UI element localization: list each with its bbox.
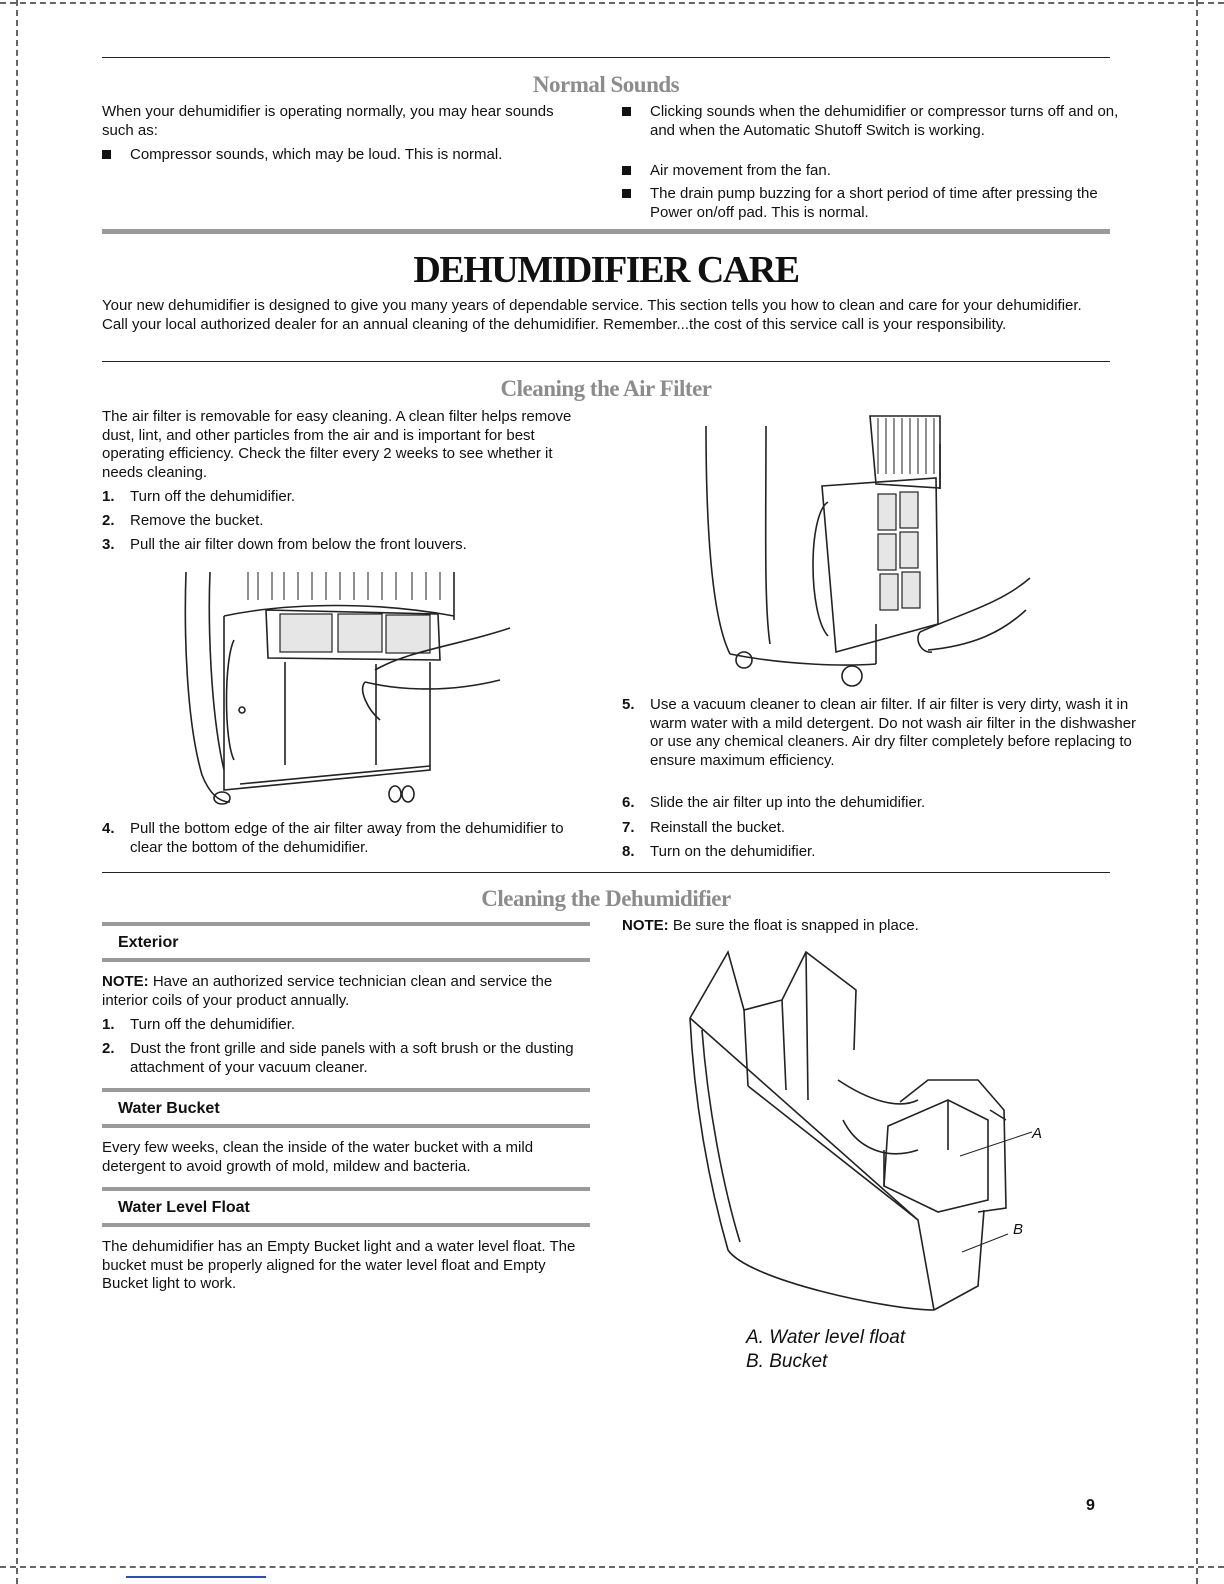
filter-removal-illustration <box>180 570 510 810</box>
exterior-note: NOTE: Have an authorized service technician clean and service the interior coils of your product annually. <box>102 973 553 1009</box>
water-bucket-text: Every few weeks, clean the inside of the water bucket with a mild detergent to avoid growth of mold, mildew and bacteria. <box>102 1139 534 1175</box>
bullet-item: Compressor sounds, which may be loud. This is normal. <box>102 146 580 165</box>
step-item: 8. Turn on the dehumidifier. <box>622 843 816 860</box>
cut-line-top <box>0 2 1224 4</box>
step-item: 6. Slide the air filter up into the dehumidifier. <box>622 794 926 811</box>
bucket-float-illustration <box>688 950 1048 1315</box>
cleaning-dehumidifier-title: Cleaning the Dehumidifier <box>481 886 731 911</box>
blue-underline <box>126 1576 266 1578</box>
cut-line-right <box>1196 0 1198 1584</box>
bullet-square <box>622 107 631 116</box>
cut-line-left <box>16 0 18 1584</box>
subhead-bar <box>102 1124 590 1128</box>
bullet-item: Air movement from the fan. <box>622 162 1130 181</box>
page-title: DEHUMIDIFIER CARE <box>413 249 799 291</box>
step-item: 2. Dust the front grille and side panels with a soft brush or the dusting attachment of your vacuum cleaner. <box>102 1040 574 1076</box>
water-bucket-heading: Water Bucket <box>118 1100 220 1117</box>
page-number: 9 <box>1086 1497 1095 1514</box>
exterior-heading: Exterior <box>118 934 179 951</box>
water-level-float-text: The dehumidifier has an Empty Bucket light and a water level float. The bucket must be properly aligned for the water level float and Empty Bucket light to work. <box>102 1238 576 1292</box>
step-item: 4. Pull the bottom edge of the air filter away from the dehumidifier to clear the bottom of the dehumidifier. <box>102 820 564 856</box>
step-item: 2. Remove the bucket. <box>102 512 264 529</box>
cut-line-bottom <box>0 1566 1224 1568</box>
air-filter-intro: The air filter is removable for easy cleaning. A clean filter helps remove dust, lint, and other particles from the air and is important for best operating efficiency. Check the filter every 2 weeks to see whether it needs cleaning. <box>102 408 572 481</box>
subhead-bar <box>102 958 590 962</box>
air-filter-title: Cleaning the Air Filter <box>500 376 712 401</box>
subhead-bar <box>102 1088 590 1092</box>
caption-b: B. Bucket <box>746 1351 828 1372</box>
divider <box>102 872 1110 873</box>
subhead-bar <box>102 1187 590 1191</box>
bullet-item: The drain pump buzzing for a short period of time after pressing the Power on/off pad. This is normal. <box>622 185 1130 222</box>
normal-sounds-intro: When your dehumidifier is operating normally, you may hear sounds such as: <box>102 103 554 139</box>
bullet-square <box>622 166 631 175</box>
bullet-square <box>622 189 631 198</box>
section-divider <box>102 229 1110 234</box>
step-item: 1. Turn off the dehumidifier. <box>102 488 296 505</box>
filter-pull-away-illustration <box>700 414 1040 689</box>
step-item: 1. Turn off the dehumidifier. <box>102 1016 296 1033</box>
caption-a: A. Water level float <box>746 1327 906 1348</box>
step-item: 5. Use a vacuum cleaner to clean air filter. If air filter is very dirty, wash it in warm water with a mild detergent. Do not wash air filter in the dishwasher or use any chemical cleaners. Air dry filter completely before replacing to ensure maximum efficiency. <box>622 696 1137 769</box>
step-item: 3. Pull the air filter down from below the front louvers. <box>102 536 467 553</box>
divider <box>102 361 1110 362</box>
label-b: B <box>1013 1221 1024 1238</box>
bullet-square <box>102 150 111 159</box>
water-level-float-heading: Water Level Float <box>118 1199 250 1216</box>
bullet-item: Clicking sounds when the dehumidifier or compressor turns off and on, and when the Automatic Shutoff Switch is working. <box>622 103 1130 140</box>
normal-sounds-title: Normal Sounds <box>532 72 680 97</box>
subhead-bar <box>102 1223 590 1227</box>
step-item: 7. Reinstall the bucket. <box>622 819 786 836</box>
label-a: A <box>1032 1125 1043 1142</box>
care-intro: Your new dehumidifier is designed to give you many years of dependable service. This section tells you how to clean and care for your dehumidifier. Call your local authorized dealer for an annual cleaning of the dehumidifier. Remember...the cost of this service call is your responsibility. <box>102 297 1082 333</box>
divider <box>102 57 1110 58</box>
subhead-bar <box>102 922 590 926</box>
float-note: NOTE: Be sure the float is snapped in place. <box>622 917 919 934</box>
